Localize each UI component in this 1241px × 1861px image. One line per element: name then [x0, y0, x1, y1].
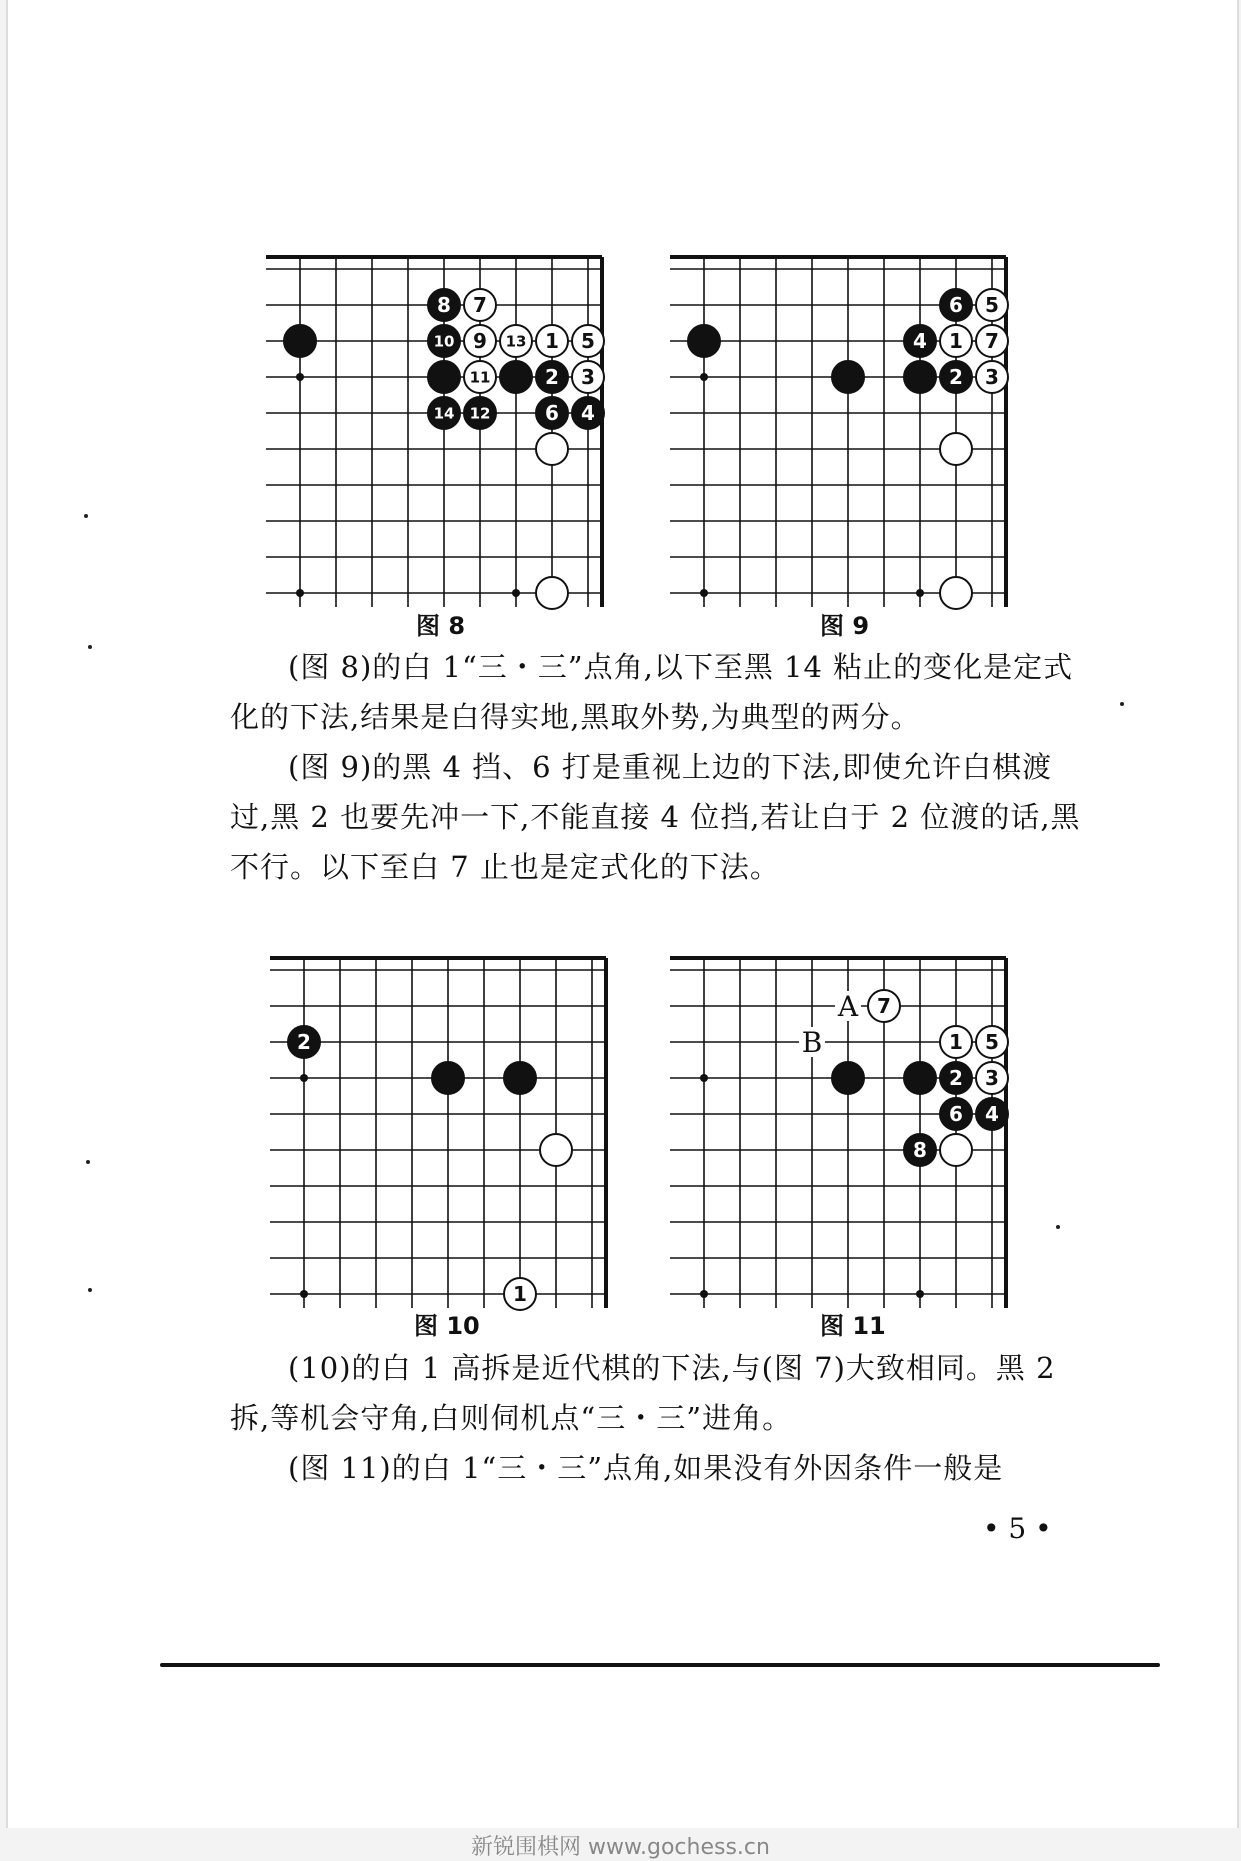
move-number: 12	[469, 404, 491, 423]
body-text-bottom	[230, 1343, 1090, 1493]
white-stone	[540, 1134, 572, 1166]
black-stone	[940, 1098, 972, 1130]
move-number: 14	[433, 404, 455, 423]
move-number: 7	[985, 329, 999, 354]
black-stone	[428, 289, 460, 321]
black-stone	[428, 397, 460, 429]
white-stone	[536, 325, 568, 357]
white-stone	[976, 1062, 1008, 1094]
black-stone	[500, 361, 532, 393]
scan-speck	[1120, 702, 1124, 706]
black-stone	[832, 361, 864, 393]
move-number: 7	[877, 994, 891, 1019]
move-number: 1	[545, 329, 559, 354]
white-stone	[976, 325, 1008, 357]
move-number: 2	[545, 365, 559, 390]
white-stone	[940, 577, 972, 609]
move-number: 1	[949, 329, 963, 354]
move-number: 3	[581, 365, 595, 390]
board-svg	[270, 948, 624, 1312]
white-stone	[940, 325, 972, 357]
letter-marker: A	[837, 990, 859, 1023]
star-point	[700, 589, 708, 597]
black-stone	[572, 397, 604, 429]
figure-caption-11: 图 11	[820, 1312, 886, 1340]
move-number: 8	[437, 293, 451, 318]
star-point	[700, 1290, 708, 1298]
black-stone	[976, 1098, 1008, 1130]
figure-caption-10: 图 10	[414, 1312, 480, 1340]
black-stone	[432, 1062, 464, 1094]
move-number: 1	[949, 1030, 963, 1055]
white-stone	[464, 361, 496, 393]
body-text-top	[230, 642, 1090, 892]
move-number: 5	[581, 329, 595, 354]
black-stone	[904, 361, 936, 393]
black-stone	[288, 1026, 320, 1058]
black-stone	[832, 1062, 864, 1094]
move-number: 5	[985, 1030, 999, 1055]
white-stone	[976, 289, 1008, 321]
black-stone	[904, 1134, 936, 1166]
star-point	[296, 589, 304, 597]
black-stone	[940, 1062, 972, 1094]
black-stone	[904, 1062, 936, 1094]
move-number: 4	[581, 401, 595, 426]
paragraph-fig11: (图 11)的白 1“三・三”点角,如果没有外因条件一般是	[288, 1451, 1004, 1485]
white-stone	[464, 289, 496, 321]
move-number: 7	[473, 293, 487, 318]
paragraph-fig10: (10)的白 1 高拆是近代棋的下法,与(图 7)大致相同。黑 2 拆,等机会守角,白则伺机点“三・三”进角。	[230, 1351, 1056, 1435]
go-diagram-fig9	[670, 247, 1024, 611]
move-number: 2	[297, 1030, 311, 1055]
black-stone	[428, 361, 460, 393]
black-stone	[940, 361, 972, 393]
black-stone	[504, 1062, 536, 1094]
move-number: 2	[949, 1066, 963, 1091]
white-stone	[572, 325, 604, 357]
move-number: 10	[433, 332, 455, 351]
white-stone	[976, 361, 1008, 393]
black-stone	[536, 397, 568, 429]
move-number: 3	[985, 1066, 999, 1091]
page-number: • 5 •	[983, 1512, 1052, 1545]
star-point	[296, 373, 304, 381]
star-point	[300, 1290, 308, 1298]
star-point	[512, 589, 520, 597]
star-point	[916, 589, 924, 597]
black-stone	[428, 325, 460, 357]
move-number: 9	[473, 329, 487, 354]
move-number: 6	[545, 401, 559, 426]
letter-marker: B	[801, 1026, 823, 1059]
move-number: 6	[949, 293, 963, 318]
white-stone	[464, 325, 496, 357]
paragraph-fig8: (图 8)的白 1“三・三”点角,以下至黑 14 粘止的变化是定式化的下法,结果是白得实地,黑取外势,为典型的两分。	[230, 650, 1074, 734]
move-number: 1	[513, 1282, 527, 1307]
white-stone	[572, 361, 604, 393]
star-point	[916, 1290, 924, 1298]
scan-speck	[88, 645, 92, 649]
white-stone	[500, 325, 532, 357]
move-number: 13	[505, 332, 527, 351]
go-diagram-fig10	[270, 948, 624, 1312]
star-point	[300, 1074, 308, 1082]
scan-speck	[88, 1288, 92, 1292]
board-svg	[266, 247, 620, 611]
book-page	[6, 0, 1239, 1828]
board-svg	[670, 948, 1024, 1312]
white-stone	[504, 1278, 536, 1310]
move-number: 11	[469, 368, 491, 387]
white-stone	[976, 1026, 1008, 1058]
site-watermark: 新锐围棋网 www.gochess.cn	[471, 1835, 770, 1860]
scan-speck	[84, 514, 88, 518]
black-stone	[904, 325, 936, 357]
move-number: 6	[949, 1102, 963, 1127]
move-number: 8	[913, 1138, 927, 1163]
scan-speck	[86, 1160, 90, 1164]
move-number: 4	[985, 1102, 999, 1127]
white-stone	[536, 433, 568, 465]
star-point	[700, 373, 708, 381]
figure-caption-8: 图 8	[416, 612, 466, 640]
board-svg	[670, 247, 1024, 611]
white-stone	[536, 577, 568, 609]
go-diagram-fig11	[670, 948, 1024, 1312]
black-stone	[284, 325, 316, 357]
white-stone	[940, 1026, 972, 1058]
star-point	[700, 1074, 708, 1082]
white-stone	[940, 433, 972, 465]
black-stone	[940, 289, 972, 321]
black-stone	[688, 325, 720, 357]
bottom-rule	[160, 1663, 1160, 1667]
move-number: 5	[985, 293, 999, 318]
white-stone	[868, 990, 900, 1022]
move-number: 2	[949, 365, 963, 390]
scan-speck	[1056, 1225, 1060, 1229]
move-number: 4	[913, 329, 927, 354]
paragraph-fig9: (图 9)的黑 4 挡、6 打是重视上边的下法,即使允许白棋渡过,黑 2 也要先冲一下,不能直接 4 位挡,若让白于 2 位渡的话,黑不行。以下至白 7 止也是定式化的下法。	[230, 750, 1081, 884]
black-stone	[536, 361, 568, 393]
go-diagram-fig8	[266, 247, 620, 611]
white-stone	[940, 1134, 972, 1166]
black-stone	[464, 397, 496, 429]
move-number: 3	[985, 365, 999, 390]
figure-caption-9: 图 9	[820, 612, 870, 640]
